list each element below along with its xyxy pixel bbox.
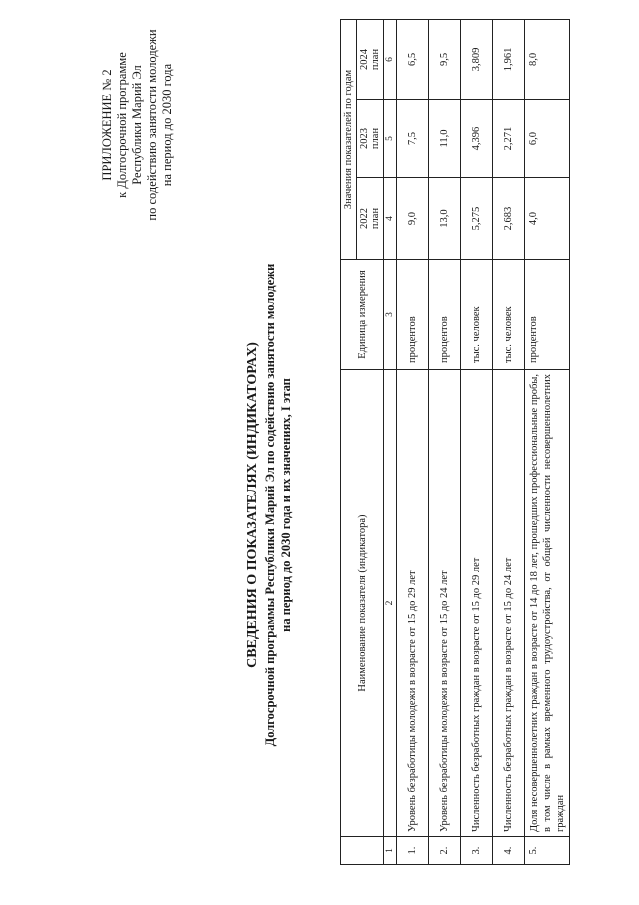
row-name: Численность безработных граждан в возрасте от 15 до 29 лет: [461, 370, 493, 837]
header-num: [341, 837, 384, 865]
row-name: Численность безработных граждан в возрасте от 15 до 24 лет: [493, 370, 525, 837]
row-num: 3.: [461, 837, 493, 865]
header-name: Наименование показателя (индикатора): [341, 370, 384, 837]
row-value-2022: 9,0: [397, 178, 429, 260]
header-unit: Единица измерения: [341, 260, 384, 370]
row-unit: процентов: [429, 260, 461, 370]
row-value-2022: 2,683: [493, 178, 525, 260]
row-value-2022: 5,275: [461, 178, 493, 260]
row-value-2024: 3,809: [461, 19, 493, 99]
col-index: 2: [384, 370, 397, 837]
row-name: Доля несовершеннолетних граждан в возрасте от 14 до 18 лет, прошедших профессиональные пробы, в том числе в рамках временного трудоустройства, от общей численности несовершеннолетних граждан: [525, 370, 570, 837]
row-value-2023: 6,0: [525, 100, 570, 178]
row-value-2023: 2,271: [493, 100, 525, 178]
year-label: 2022: [359, 208, 370, 229]
header-values-group: Значения показателей по годам: [341, 19, 357, 259]
year-sub: план: [370, 127, 381, 150]
table-row: [397, 19, 429, 864]
indicators-table: [340, 19, 570, 865]
row-num: 1.: [397, 837, 429, 865]
header-year-2023: [357, 100, 384, 178]
row-num: 5.: [525, 837, 570, 865]
table-row: [493, 19, 525, 864]
title-line: на период до 2030 года и их значениях, I этап: [279, 378, 293, 632]
row-value-2024: 8,0: [525, 19, 570, 99]
header-year-2022: [357, 178, 384, 260]
year-sub: план: [370, 48, 381, 71]
year-label: 2024: [359, 48, 370, 70]
row-value-2023: 4,396: [461, 100, 493, 178]
row-unit: тыс. человек: [493, 260, 525, 370]
column-index-row: [384, 19, 397, 864]
row-num: 4.: [493, 837, 525, 865]
col-index: 4: [384, 178, 397, 260]
appendix-line: ПРИЛОЖЕНИЕ № 2: [100, 69, 114, 181]
table-row: [525, 19, 570, 864]
row-num: 2.: [429, 837, 461, 865]
appendix-header: [100, 5, 175, 245]
appendix-line: на период до 2030 года: [160, 63, 174, 187]
title-line: СВЕДЕНИЯ О ПОКАЗАТЕЛЯХ (ИНДИКАТОРАХ): [245, 342, 260, 668]
appendix-line: к Долгосрочной программе: [115, 52, 129, 198]
appendix-line: Республики Марий Эл: [130, 65, 144, 185]
title-line: Долгосрочной программы Республики Марий Эл по содействию занятости молодежи: [263, 263, 277, 747]
header-year-2024: [357, 19, 384, 99]
row-value-2023: 11,0: [429, 100, 461, 178]
row-name: Уровень безработицы молодежи в возрасте от 15 до 29 лет: [397, 370, 429, 837]
table-row: [461, 19, 493, 864]
year-sub: план: [370, 207, 381, 230]
row-value-2024: 1,961: [493, 19, 525, 99]
document-title: [244, 225, 294, 785]
row-unit: тыс. человек: [461, 260, 493, 370]
row-name: Уровень безработицы молодежи в возрасте от 15 до 24 лет: [429, 370, 461, 837]
col-index: 5: [384, 100, 397, 178]
appendix-line: по содействию занятости молодежи: [145, 29, 159, 221]
row-value-2022: 13,0: [429, 178, 461, 260]
year-label: 2023: [359, 128, 370, 149]
col-index: 3: [384, 260, 397, 370]
table-row: [429, 19, 461, 864]
table-header-row: [341, 19, 357, 864]
row-unit: процентов: [525, 260, 570, 370]
row-value-2024: 9,5: [429, 19, 461, 99]
row-value-2022: 4,0: [525, 178, 570, 260]
row-value-2024: 6,5: [397, 19, 429, 99]
col-index: 6: [384, 19, 397, 99]
row-unit: процентов: [397, 260, 429, 370]
col-index: 1: [384, 837, 397, 865]
row-value-2023: 7,5: [397, 100, 429, 178]
